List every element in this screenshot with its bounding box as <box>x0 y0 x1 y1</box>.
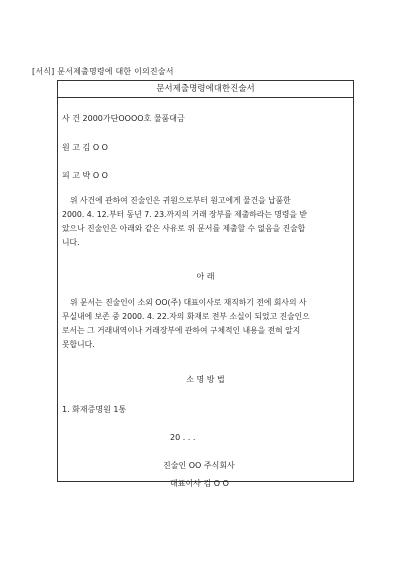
evidence-item: 1. 화재증명원 1통 <box>62 405 127 414</box>
paragraph-line: 2000. 4. 12.부터 동년 7. 23.까지의 거래 장부를 제출하라는 명령을 받 <box>62 210 307 219</box>
signer-company: 진술인 OO 주식회사 <box>163 461 235 470</box>
evidence-heading: 소 명 방 법 <box>186 375 225 384</box>
form-header-label: [서식] 문서제출명령에 대한 이의진술서 <box>32 67 174 76</box>
paragraph-line: 위 문서는 진술인이 소외 OO(주) 대표이사로 재직하기 전에 회사의 사 <box>70 298 307 307</box>
reason-paragraph <box>62 296 348 352</box>
plaintiff-line: 원 고 김 O O <box>62 143 108 152</box>
paragraph-line: 니다. <box>62 238 80 247</box>
case-line: 사 건 2000가단OOOO호 물품대금 <box>62 114 185 123</box>
paragraph-line: 위 사건에 관하여 진술인은 귀원으로부터 원고에게 물건을 납품한 <box>70 196 291 205</box>
below-heading: 아 래 <box>196 272 215 281</box>
paragraph-line: 았으나 진술인은 아래와 같은 사유로 위 문서를 제출할 수 없음을 진술합 <box>62 224 306 233</box>
document-title: 문서제출명령에대한진술서 <box>58 81 353 98</box>
statement-paragraph <box>62 194 348 250</box>
signer-name: 대표이사 김 O O <box>170 479 229 488</box>
paragraph-line: 무실내에 보존 중 2000. 4. 22.자의 화재로 전부 소실이 되었고 진술인으 <box>62 312 310 321</box>
date-line: 20 . . . <box>170 433 196 442</box>
statement-document <box>57 80 354 488</box>
paragraph-line: 로서는 그 거래내역이나 거래장부에 관하여 구체적인 내용을 전혀 알지 <box>62 326 301 335</box>
defendant-line: 피 고 박 O O <box>62 171 108 180</box>
paragraph-line: 못합니다. <box>62 340 95 349</box>
